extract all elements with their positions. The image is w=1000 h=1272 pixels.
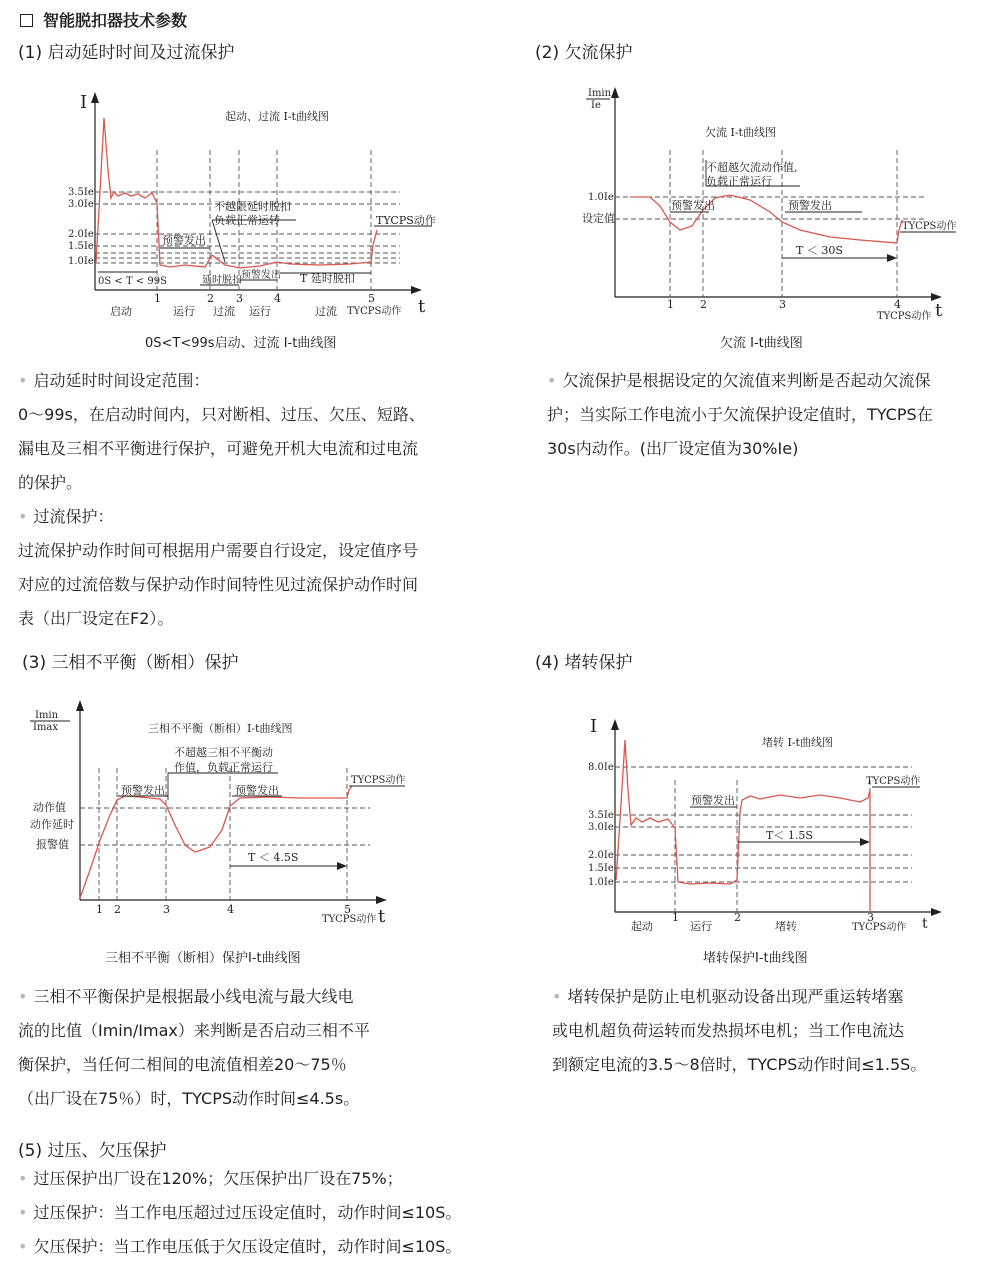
- action-tick-label: TYCPS动作: [322, 914, 377, 925]
- phase-label: 运行: [173, 305, 195, 318]
- x-tick: 1: [154, 292, 161, 305]
- phase-label: 运行: [249, 305, 271, 318]
- y-tick: 动作延时: [30, 818, 74, 831]
- range-label: 0S < T < 99S: [98, 276, 167, 287]
- action-label: TYCPS动作: [902, 221, 957, 232]
- chart-3-caption: 三相不平衡（断相）保护I-t曲线图: [105, 951, 301, 966]
- x-tick: 4: [227, 903, 234, 916]
- x-tick: 4: [894, 298, 901, 311]
- x-tick: 1: [667, 298, 674, 311]
- chart-4-caption: 堵转保护I-t曲线图: [703, 951, 808, 966]
- page-heading: 智能脱扣器技术参数: [20, 8, 187, 31]
- chart-4-title: 堵转 I-t曲线图: [762, 736, 833, 749]
- x-axis-label: t: [935, 300, 943, 321]
- note-label: 作值，负载正常运行: [174, 761, 273, 774]
- warn-label: 预警发出: [241, 270, 281, 281]
- x-tick: 3: [163, 903, 170, 916]
- x-tick: 5: [368, 292, 375, 305]
- section-1-title: (1) 启动延时时间及过流保护: [18, 43, 235, 63]
- section-3-text: • 三相不平衡保护是根据最小线电流与最大线电 流的比值（Imin/Imax）来判断是否启动三相不平 衡保护，当任何二相间的电流值相差20～75％ （出厂设在75％）时，TYCPS动作时间≤4.5s。: [18, 987, 370, 1108]
- x-tick: 1: [672, 911, 679, 924]
- x-tick: 2: [700, 298, 707, 311]
- note-label: 不超越欠流动作值,: [706, 161, 798, 174]
- y-axis-label: I: [80, 92, 88, 113]
- y-tick: 3.0Ie: [68, 199, 94, 210]
- y-axis-label-bottom: Ie: [591, 100, 601, 111]
- x-tick: 2: [734, 911, 741, 924]
- y-tick: 动作值: [33, 801, 66, 814]
- y-tick: 1.0Ie: [588, 877, 614, 888]
- y-tick: 报警值: [36, 838, 69, 851]
- phase-label: 启动: [110, 305, 132, 318]
- section-3-title: (3) 三相不平衡（断相）保护: [22, 653, 239, 673]
- x-tick: 1: [96, 903, 103, 916]
- x-axis-label: t: [378, 906, 386, 927]
- section-2-title: (2) 欠流保护: [535, 43, 633, 63]
- y-tick: 1.0Ie: [588, 192, 614, 203]
- phase-label: 过流: [213, 305, 235, 318]
- phase-label: 堵转: [775, 920, 797, 933]
- y-axis-label-top: Imin: [35, 710, 59, 721]
- action-label: TYCPS动作: [351, 775, 406, 786]
- chart-2-caption: 欠流 I-t曲线图: [720, 336, 803, 351]
- y-tick: 3.5Ie: [68, 187, 94, 198]
- chart-1-caption: 0S<T<99s启动、过流 I-t曲线图: [145, 336, 337, 351]
- x-tick: 3: [236, 292, 243, 305]
- t-trip-label: T 延时脱扣: [300, 272, 355, 285]
- note-label: 不越限延时脱扣: [214, 200, 291, 213]
- y-tick: 1.0Ie: [68, 256, 94, 267]
- warn-label: 预警发出: [788, 199, 832, 212]
- warn-label: 预警发出: [671, 199, 715, 212]
- x-axis-label: t: [418, 296, 426, 317]
- action-label: TYCPS动作: [376, 214, 436, 227]
- section-4-title: (4) 堵转保护: [535, 653, 633, 673]
- chart-3-title: 三相不平衡（断相）I-t曲线图: [148, 722, 293, 735]
- y-axis-label: I: [590, 716, 598, 737]
- section-2-text: • 欠流保护是根据设定的欠流值来判断是否起动欠流保 护；当实际工作电流小于欠流保护设定值时，TYCPS在 30s内动作。(出厂设定值为30%Ie): [547, 371, 933, 458]
- y-axis-label-bottom: Imax: [33, 722, 59, 733]
- phase-label: 起动: [631, 920, 653, 933]
- warn-label: 预警发出: [121, 784, 165, 797]
- y-axis-label-top: Imin: [588, 88, 612, 99]
- action-tick-label: TYCPS动作: [852, 922, 907, 933]
- y-tick: 3.0Ie: [588, 822, 614, 833]
- y-tick: 2.0Ie: [588, 850, 614, 861]
- x-tick: 3: [867, 911, 874, 924]
- t-span-label: T ＜ 30S: [796, 244, 843, 257]
- x-tick: 2: [114, 903, 121, 916]
- warn-label: 预警发出: [235, 784, 279, 797]
- x-tick: 5: [344, 903, 351, 916]
- section-4-text: • 堵转保护是防止电机驱动设备出现严重运转堵塞 或电机超负荷运转而发热损坏电机；当工作电流达 到额定电流的3.5～8倍时，TYCPS动作时间≤1.5S。: [552, 987, 927, 1074]
- section-5-title: (5) 过压、欠压保护: [18, 1141, 167, 1161]
- action-tick-label: TYCPS动作: [347, 306, 402, 317]
- action-tick-label: TYCPS动作: [877, 311, 932, 322]
- warn-label: 预警发出: [162, 234, 206, 247]
- y-tick: 8.0Ie: [588, 762, 614, 773]
- y-tick: 3.5Ie: [588, 810, 614, 821]
- chart-2-title: 欠流 I-t曲线图: [705, 126, 776, 139]
- x-tick: 4: [274, 292, 281, 305]
- note-label: 负载正常运行: [706, 175, 772, 188]
- y-tick: 2.0Ie: [68, 229, 94, 240]
- t-span-label: T ＜ 4.5S: [248, 851, 299, 864]
- phase-label: 运行: [690, 920, 712, 933]
- phase-label: 过流: [315, 305, 337, 318]
- action-label: TYCPS动作: [866, 776, 921, 787]
- y-tick: 1.5Ie: [68, 241, 94, 252]
- note-label: 负载正常运转: [214, 214, 280, 227]
- x-tick: 2: [207, 292, 214, 305]
- x-axis-label: t: [922, 916, 928, 932]
- section-5-text: • 过压保护出厂设在120%；欠压保护出厂设在75%； • 过压保护：当工作电压超过过压设定值时，动作时间≤10S。 • 欠压保护：当工作电压低于欠压设定值时，动作时间≤10S。: [18, 1169, 462, 1256]
- y-tick: 设定值: [582, 212, 615, 225]
- delay-trip-label: 延时脱扣: [202, 275, 242, 286]
- y-tick: 1.5Ie: [588, 863, 614, 874]
- x-tick: 3: [779, 298, 786, 311]
- chart-1-title: 起动、过流 I-t曲线图: [225, 110, 329, 123]
- t-span-label: T＜ 1.5S: [766, 829, 813, 842]
- section-1-text: • 启动延时时间设定范围： 0～99s，在启动时间内，只对断相、过压、欠压、短路、 漏电及三相不平衡进行保护，可避免开机大电流和过电流 的保护。 • 过流保护： 过流保护动作时间可根据用户需要自行设定，设定值序号 对应的过流倍数与保护动作时间特性见过流保护动作时间 表（出厂设定在F2）。: [18, 371, 425, 628]
- note-label: 不超越三相不平衡动: [174, 746, 273, 759]
- warn-label: 预警发出: [691, 794, 735, 807]
